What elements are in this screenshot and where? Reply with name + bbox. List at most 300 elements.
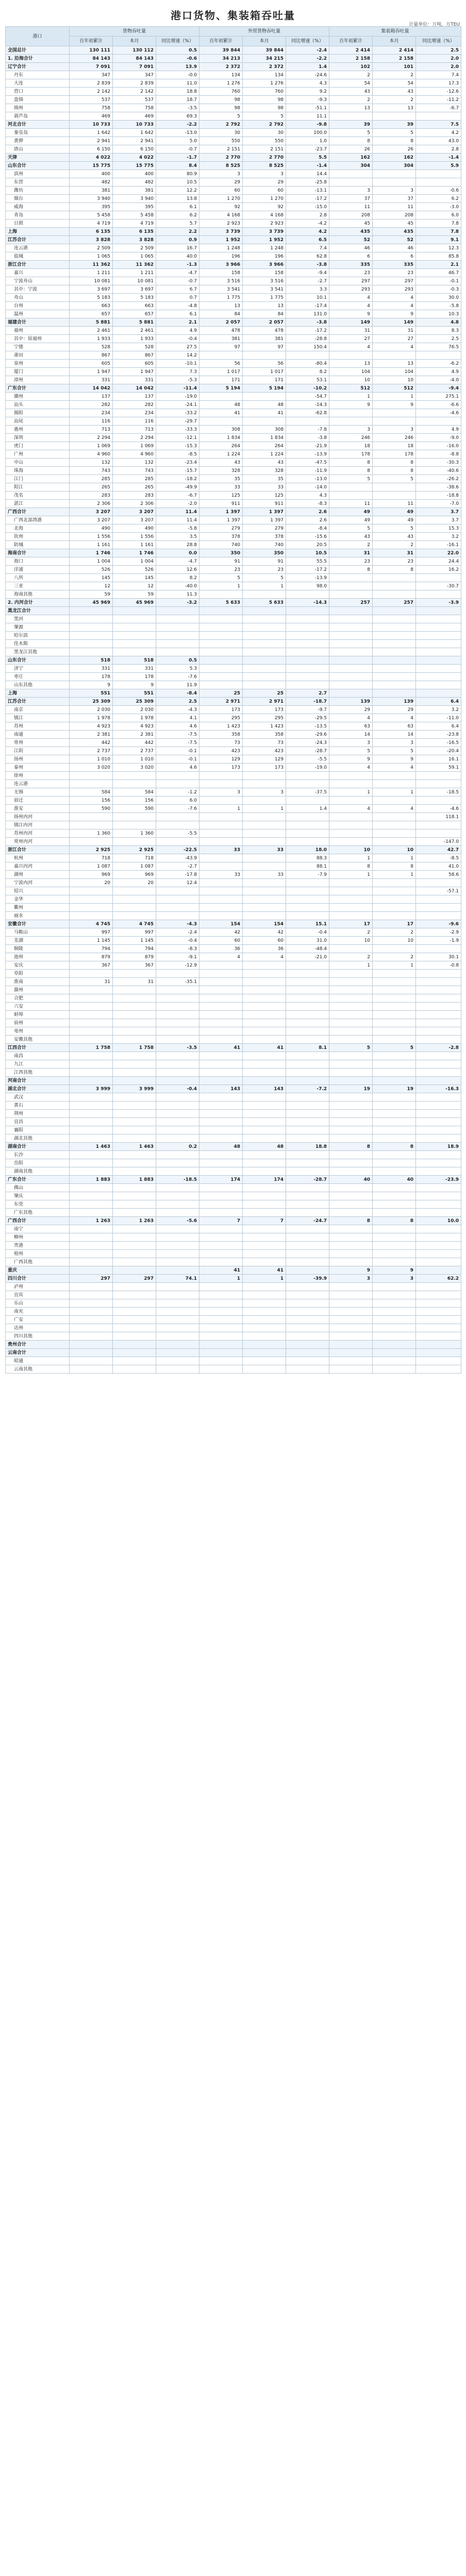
value-cell: 6.7 [156,285,199,294]
value-cell: 3 207 [113,516,156,524]
value-cell: 11 [373,203,416,211]
value-cell: 178 [70,673,113,681]
value-cell: 2 737 [70,747,113,755]
port-name-cell: 阜阳 [6,970,70,978]
value-cell: 2 925 [70,846,113,854]
value-cell [156,1151,199,1159]
value-cell: 657 [113,310,156,318]
value-cell [286,648,329,656]
table-row [6,904,461,912]
header-this-month: 本月 [373,37,416,46]
value-cell: 969 [70,871,113,879]
value-cell [416,1069,461,1077]
value-cell [373,1027,416,1036]
value-cell [286,772,329,780]
value-cell: 657 [70,310,113,318]
value-cell: 1 010 [70,755,113,764]
port-name-cell: 其中：原福州 [6,335,70,343]
table-row [6,590,461,599]
value-cell: 7 [243,1217,286,1225]
value-cell [286,417,329,426]
summary-row [6,1143,461,1151]
value-cell: 3 999 [70,1085,113,1093]
summary-row [6,46,461,55]
value-cell: -17.2 [286,566,329,574]
value-cell: 442 [70,739,113,747]
table-row [6,970,461,978]
value-cell: 27 [373,335,416,343]
value-cell [156,1069,199,1077]
value-cell [156,640,199,648]
value-cell: 30 [243,129,286,137]
port-name-cell: 广西其他 [6,1258,70,1266]
value-cell: 1 224 [199,450,243,459]
value-cell: 6.0 [156,796,199,805]
value-cell: 1 270 [243,195,286,203]
value-cell: 794 [70,945,113,953]
value-cell: 4 719 [70,219,113,228]
value-cell [156,1134,199,1143]
value-cell: 10.3 [416,310,461,318]
value-cell [416,1110,461,1118]
value-cell: 4 [373,714,416,722]
value-cell [286,1060,329,1069]
value-cell: -7.0 [416,500,461,508]
value-cell [373,112,416,121]
value-cell: 3 207 [70,516,113,524]
value-cell [286,1258,329,1266]
value-cell [243,904,286,912]
value-cell [416,351,461,360]
value-cell [416,648,461,656]
value-cell: 4.9 [156,327,199,335]
value-cell [70,1291,113,1299]
value-cell [416,607,461,615]
value-cell: 49 [329,516,373,524]
value-cell [156,1126,199,1134]
value-cell: 98 [243,96,286,104]
port-name-cell: 金华 [6,895,70,904]
port-name-cell: 钦州 [6,533,70,541]
value-cell: 435 [329,228,373,236]
value-cell [199,1134,243,1143]
value-cell: 18 [329,442,373,450]
value-cell: -0.4 [156,937,199,945]
value-cell: 4 [329,805,373,813]
value-cell: 2 461 [113,327,156,335]
summary-row [6,162,461,170]
value-cell: 1 248 [199,244,243,252]
table-row [6,1118,461,1126]
value-cell: 1 397 [199,508,243,516]
port-name-cell: 惠州 [6,426,70,434]
value-cell: 137 [70,393,113,401]
value-cell: -33.2 [156,409,199,417]
value-cell [70,1118,113,1126]
value-cell [373,1060,416,1069]
value-cell [416,1225,461,1233]
value-cell: -0.8 [416,961,461,970]
port-name-cell: 丽水 [6,912,70,920]
value-cell: -51.1 [286,104,329,112]
value-cell: 1 [199,805,243,813]
value-cell [199,1299,243,1308]
value-cell: 23 [199,566,243,574]
value-cell: 367 [70,961,113,970]
value-cell [113,1349,156,1357]
value-cell [373,1316,416,1324]
summary-row [6,63,461,71]
value-cell [329,178,373,187]
value-cell: 55.5 [286,557,329,566]
table-row [6,467,461,475]
value-cell [286,1200,329,1209]
value-cell [329,1332,373,1341]
value-cell: 10 [373,376,416,384]
value-cell: 137 [113,393,156,401]
value-cell [113,1209,156,1217]
port-name-cell: 海南其他 [6,590,70,599]
value-cell: 9 [373,1266,416,1275]
value-cell [329,1110,373,1118]
value-cell: 26 [329,145,373,154]
value-cell [70,1357,113,1365]
value-cell [156,838,199,846]
value-cell: 6.4 [416,698,461,706]
value-cell: 1 758 [70,1044,113,1052]
value-cell: 758 [113,104,156,112]
value-cell [416,1266,461,1275]
value-cell: 2 [329,541,373,549]
value-cell [243,1077,286,1085]
value-cell: -6.2 [416,360,461,368]
table-row [6,327,461,335]
value-cell: 6.2 [156,211,199,219]
table-row [6,1242,461,1250]
port-name-cell: 2. 内河合计 [6,599,70,607]
value-cell: 92 [199,203,243,211]
value-cell: -14.3 [286,401,329,409]
port-name-cell: 舟山 [6,294,70,302]
value-cell [416,1134,461,1143]
value-cell: 4 [329,294,373,302]
value-cell: -22.5 [156,846,199,854]
value-cell: -21.0 [286,953,329,961]
value-cell: 0.5 [156,656,199,665]
summary-row [6,698,461,706]
value-cell: 3 940 [113,195,156,203]
value-cell [416,772,461,780]
value-cell: 663 [70,302,113,310]
value-cell: 2.0 [416,63,461,71]
value-cell [70,895,113,904]
table-row [6,170,461,178]
port-name-cell: 绍兴 [6,887,70,895]
value-cell [156,1077,199,1085]
value-cell: 98 [199,104,243,112]
port-name-cell: 丹东 [6,71,70,79]
value-cell: -29.5 [286,714,329,722]
value-cell: -0.4 [286,928,329,937]
value-cell: 8 [329,467,373,475]
value-cell [286,1365,329,1374]
value-cell [329,1341,373,1349]
port-name-cell: 佛山 [6,1184,70,1192]
value-cell: -4.6 [416,409,461,417]
value-cell: 2 [373,96,416,104]
value-cell [70,1308,113,1316]
port-name-cell: 四川其他 [6,1332,70,1341]
port-name-cell: 潮州 [6,393,70,401]
value-cell: 4.2 [286,228,329,236]
port-name-cell: 潍坊 [6,187,70,195]
value-cell [199,1316,243,1324]
value-cell: 469 [70,112,113,121]
value-cell: -8.3 [156,945,199,953]
value-cell [373,1093,416,1101]
table-row [6,211,461,219]
table-row [6,1258,461,1266]
table-row [6,277,461,285]
port-name-cell: 河北合计 [6,121,70,129]
value-cell [243,829,286,838]
port-name-cell: 广西合计 [6,508,70,516]
value-cell: 1 360 [70,829,113,838]
value-cell [373,895,416,904]
value-cell: 10 081 [70,277,113,285]
value-cell [70,632,113,640]
value-cell: 1 775 [199,294,243,302]
summary-row [6,1349,461,1357]
port-name-cell: 湖州 [6,871,70,879]
value-cell: 134 [243,71,286,79]
port-name-cell: 南充 [6,1308,70,1316]
value-cell [199,1069,243,1077]
value-cell [329,1365,373,1374]
value-cell: 12 [70,582,113,590]
value-cell: 2 381 [70,731,113,739]
value-cell [199,895,243,904]
value-cell: 2 294 [113,434,156,442]
table-row [6,821,461,829]
value-cell: 395 [113,203,156,211]
value-cell [199,838,243,846]
value-cell [156,1200,199,1209]
value-cell: 104 [373,368,416,376]
value-cell [416,1365,461,1374]
value-cell: 1 263 [113,1217,156,1225]
value-cell: -17.2 [286,327,329,335]
value-cell: 1 933 [70,335,113,343]
value-cell: 23 [243,566,286,574]
value-cell: 4.6 [156,722,199,731]
value-cell [286,681,329,689]
value-cell [199,632,243,640]
value-cell [416,879,461,887]
value-cell: 8 [373,467,416,475]
value-cell [70,813,113,821]
value-cell: 49 [329,508,373,516]
value-cell [156,1225,199,1233]
value-cell [373,1167,416,1176]
value-cell: 154 [199,920,243,928]
value-cell: -24.6 [286,71,329,79]
value-cell: 8.2 [156,574,199,582]
value-cell [416,1159,461,1167]
value-cell: 145 [70,574,113,582]
value-cell: 7 091 [70,63,113,71]
value-cell [243,821,286,829]
value-cell [113,1167,156,1176]
value-cell [286,607,329,615]
value-cell [416,1126,461,1134]
value-cell [416,1019,461,1027]
value-cell [329,1151,373,1159]
value-cell: 73 [199,739,243,747]
port-name-cell: 重庆 [6,1266,70,1275]
value-cell: 42 [243,928,286,937]
value-cell: 584 [70,788,113,796]
table-row [6,195,461,203]
value-cell: 10 [329,846,373,854]
table-row [6,104,461,112]
value-cell [329,665,373,673]
value-cell: 41 [243,1044,286,1052]
value-cell: 60 [243,937,286,945]
value-cell [70,648,113,656]
value-cell [416,170,461,178]
value-cell [329,623,373,632]
port-name-cell: 武汉 [6,1093,70,1101]
value-cell: 84 [199,310,243,318]
table-row [6,632,461,640]
value-cell: 3 [329,1275,373,1283]
value-cell [329,1027,373,1036]
value-cell: 58.6 [416,871,461,879]
value-cell [156,904,199,912]
value-cell: 381 [199,335,243,343]
port-name-cell: 连云港 [6,244,70,252]
value-cell [156,1052,199,1060]
value-cell: 378 [243,533,286,541]
value-cell: 743 [113,467,156,475]
port-name-cell: 天津 [6,154,70,162]
value-cell: 10 733 [113,121,156,129]
value-cell [286,351,329,360]
value-cell [243,681,286,689]
value-cell: -0.0 [156,71,199,79]
table-row [6,574,461,582]
summary-row [6,228,461,236]
port-name-cell: 山东合计 [6,656,70,665]
value-cell: 5 633 [199,599,243,607]
value-cell: 2 461 [70,327,113,335]
value-cell: 56 [199,360,243,368]
value-cell [416,1258,461,1266]
value-cell [373,1003,416,1011]
value-cell: 13 [243,302,286,310]
value-cell: 49 [373,516,416,524]
value-cell [329,813,373,821]
value-cell: 101 [373,63,416,71]
value-cell: 25 309 [113,698,156,706]
value-cell [416,623,461,632]
value-cell [373,1052,416,1060]
value-cell [329,1052,373,1060]
value-cell [199,393,243,401]
value-cell: 2 030 [70,706,113,714]
value-cell: 264 [199,442,243,450]
value-cell [199,1283,243,1291]
value-cell: -7.5 [156,731,199,739]
value-cell: 6 [373,252,416,261]
value-cell: 1 [243,805,286,813]
value-cell [373,1159,416,1167]
value-cell [329,780,373,788]
value-cell [199,1052,243,1060]
value-cell: 1 069 [70,442,113,450]
value-cell [113,994,156,1003]
value-cell: 156 [70,796,113,805]
value-cell: -30.3 [416,459,461,467]
value-cell: 149 [329,318,373,327]
value-cell [113,1341,156,1349]
value-cell: 1 004 [70,557,113,566]
port-name-cell: 山东其他 [6,681,70,689]
table-row [6,615,461,623]
value-cell: 60 [199,937,243,945]
value-cell: 297 [113,1275,156,1283]
value-cell [199,1225,243,1233]
value-cell [70,1192,113,1200]
value-cell [373,1324,416,1332]
value-cell: 2.2 [156,228,199,236]
value-cell: 27 [329,335,373,343]
value-cell: 10 [329,376,373,384]
value-cell: 11 [329,500,373,508]
value-cell: -48.4 [286,945,329,953]
port-name-cell: 贵港 [6,1242,70,1250]
port-name-cell: 北海 [6,524,70,533]
value-cell [199,1332,243,1341]
value-cell [329,574,373,582]
value-cell: 12 [113,582,156,590]
value-cell [199,1324,243,1332]
value-cell [373,1349,416,1357]
value-cell: 1 947 [113,368,156,376]
value-cell [373,178,416,187]
value-cell [70,772,113,780]
value-cell: 60 [199,187,243,195]
value-cell: 34 215 [243,55,286,63]
port-name-cell: 浙江合计 [6,261,70,269]
value-cell: 3 999 [113,1085,156,1093]
value-cell [156,1184,199,1192]
value-cell: 7.5 [416,121,461,129]
value-cell [416,1192,461,1200]
value-cell [329,1225,373,1233]
value-cell: 11 [329,203,373,211]
value-cell [416,1003,461,1011]
value-cell: -1.3 [156,261,199,269]
value-cell [243,1093,286,1101]
value-cell: 794 [113,945,156,953]
value-cell [373,838,416,846]
port-name-cell: 宜昌 [6,1118,70,1126]
value-cell: 14 [373,731,416,739]
port-name-cell: 茂名 [6,492,70,500]
value-cell [416,574,461,582]
